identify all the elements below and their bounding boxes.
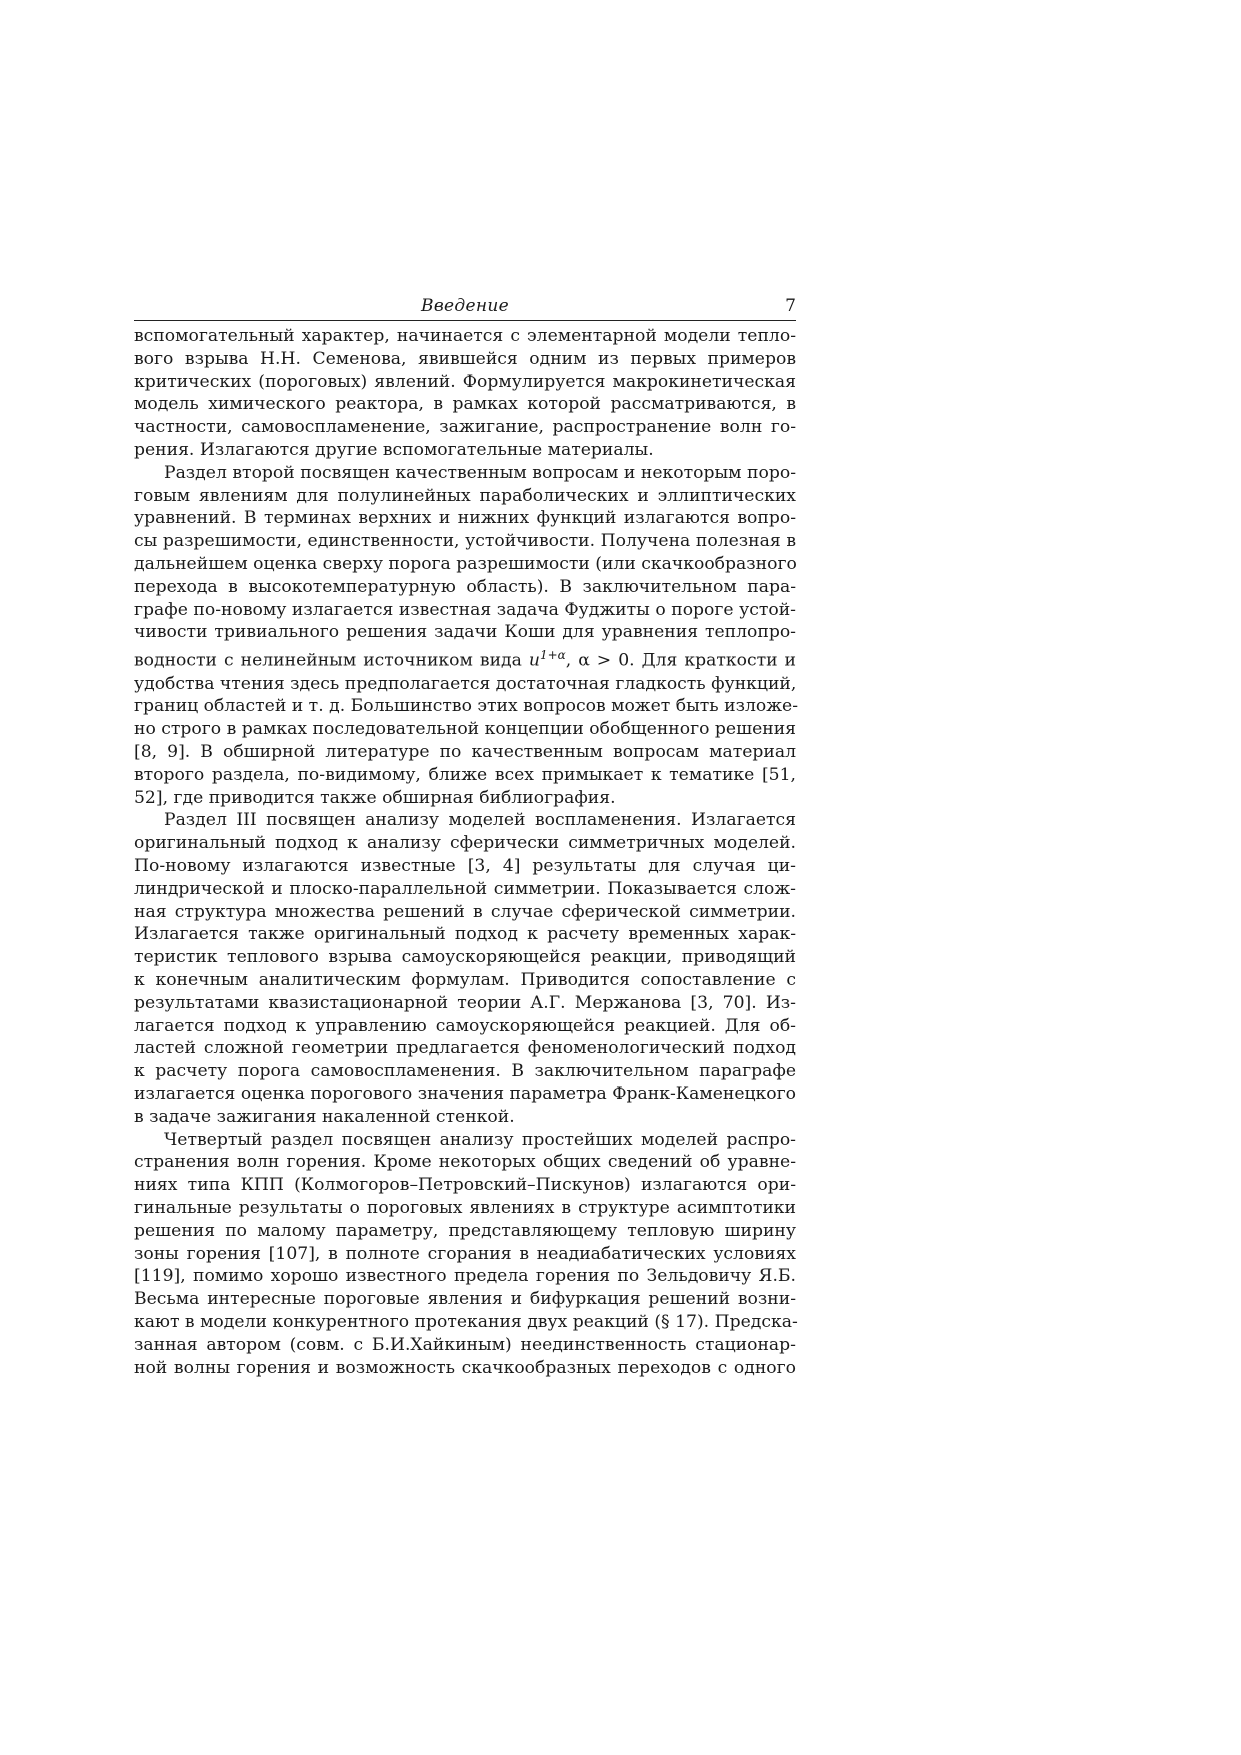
text-line: в задаче зажигания накаленной стенкой. xyxy=(134,1106,515,1127)
text-line: ной волны горения и возможность скачкообразных переходов с одного xyxy=(134,1357,796,1378)
text-line: дальнейшем оценка сверху порога разрешимости (или скачкообразного xyxy=(134,553,797,574)
text-line: уравнений. В терминах верхних и нижних функций излагаются вопро- xyxy=(134,508,796,529)
text-line: графе по-новому излагается известная задача Фуджиты о пороге устой- xyxy=(134,599,796,620)
text-line: Излагается также оригинальный подход к расчету временных харак- xyxy=(134,924,796,945)
text-line: ная структура множества решений в случае сферической симметрии. xyxy=(134,901,796,922)
paragraph-3 xyxy=(134,809,796,1128)
text-line: результатами квазистационарной теории А.Г. Мержанова [3, 70]. Из- xyxy=(134,992,796,1013)
text-line: занная автором (совм. с Б.И.Хайкиным) неединственность стационар- xyxy=(134,1334,796,1355)
text-line: модель химического реактора, в рамках которой рассматриваются, в xyxy=(134,394,796,415)
text-line: Раздел второй посвящен качественным вопросам и некоторым поро- xyxy=(164,462,796,483)
text-line: рения. Излагаются другие вспомогательные материалы. xyxy=(134,439,654,460)
text-line: [8, 9]. В обширной литературе по качественным вопросам материал xyxy=(134,742,796,763)
text-line: чивости тривиального решения задачи Коши для уравнения теплопро- xyxy=(134,622,796,643)
text-line: к расчету порога самовоспламенения. В заключительном параграфе xyxy=(134,1061,796,1082)
paragraph-1 xyxy=(134,325,796,462)
text-line: сы разрешимости, единственности, устойчивости. Получена полезная в xyxy=(134,531,796,552)
body-text xyxy=(134,325,799,1379)
text-line: лагается подход к управлению самоускоряющейся реакцией. Для об- xyxy=(134,1015,796,1036)
text-line: частности, самовоспламенение, зажигание, распространение волн го- xyxy=(134,417,796,438)
text-line: странения волн горения. Кроме некоторых общих сведений об уравне- xyxy=(134,1152,796,1173)
running-head xyxy=(134,294,796,321)
book-page xyxy=(134,294,799,1379)
text-line: теристик теплового взрыва самоускоряющейся реакции, приводящий xyxy=(134,947,796,968)
text-line: перехода в высокотемпературную область). В заключительном пара- xyxy=(134,576,796,597)
text-line: зоны горения [107], в полноте сгорания в неадиабатических условиях xyxy=(134,1243,796,1264)
text-line: Весьма интересные пороговые явления и бифуркация решений возни- xyxy=(134,1289,796,1310)
text-line: линдрической и плоско-параллельной симметрии. Показывается слож- xyxy=(134,878,796,899)
text-line: [119], помимо хорошо известного предела горения по Зельдовичу Я.Б. xyxy=(134,1266,796,1287)
chapter-title: Введение xyxy=(421,296,509,316)
text-line: вспомогательный характер, начинается с элементарной модели тепло- xyxy=(134,326,796,346)
text-line: Четвертый раздел посвящен анализу простейших моделей распро- xyxy=(164,1129,796,1150)
text-line: границ областей и т. д. Большинство этих вопросов может быть изложе- xyxy=(134,696,799,717)
text-line: ластей сложной геометрии предлагается феноменологический подход xyxy=(134,1038,796,1059)
text-line: ниях типа КПП (Колмогоров–Петровский–Пискунов) излагаются ори- xyxy=(134,1175,796,1196)
text-line: излагается оценка порогового значения параметра Франк-Каменецкого xyxy=(134,1084,796,1105)
text-line: Раздел III посвящен анализу моделей воспламенения. Излагается xyxy=(164,810,796,831)
text-line: кают в модели конкурентного протекания двух реакций (§ 17). Предска- xyxy=(134,1312,798,1332)
text-line: но строго в рамках последовательной концепции обобщенного решения xyxy=(134,719,796,740)
page-number: 7 xyxy=(785,296,796,316)
text-line: второго раздела, по-видимому, ближе всех примыкает к тематике [51, xyxy=(134,764,796,785)
text-line: критических (пороговых) явлений. Формулируется макрокинетическая xyxy=(134,371,796,392)
text-line: По-новому излагаются известные [3, 4] результаты для случая ци- xyxy=(134,856,796,877)
text-line: к конечным аналитическим формулам. Приводится сопоставление с xyxy=(134,970,796,991)
text-line: оригинальный подход к анализу сферически симметричных моделей. xyxy=(134,833,796,854)
text-line: говым явлениям для полулинейных параболических и эллиптических xyxy=(134,485,796,506)
text-line: 52], где приводится также обширная библиография. xyxy=(134,787,616,808)
text-line: удобства чтения здесь предполагается достаточная гладкость функций, xyxy=(134,673,797,694)
paragraph-4 xyxy=(134,1129,796,1380)
text-line: вого взрыва Н.Н. Семенова, явившейся одним из первых примеров xyxy=(134,348,796,369)
text-line: гинальные результаты о пороговых явлениях в структуре асимптотики xyxy=(134,1198,796,1219)
text-line: решения по малому параметру, представляющему тепловую ширину xyxy=(134,1220,796,1241)
paragraph-2 xyxy=(134,462,799,810)
text-line: водности с нелинейным источником вида $u^{1+\alpha}$, α > 0. Для краткости и xyxy=(134,648,796,671)
